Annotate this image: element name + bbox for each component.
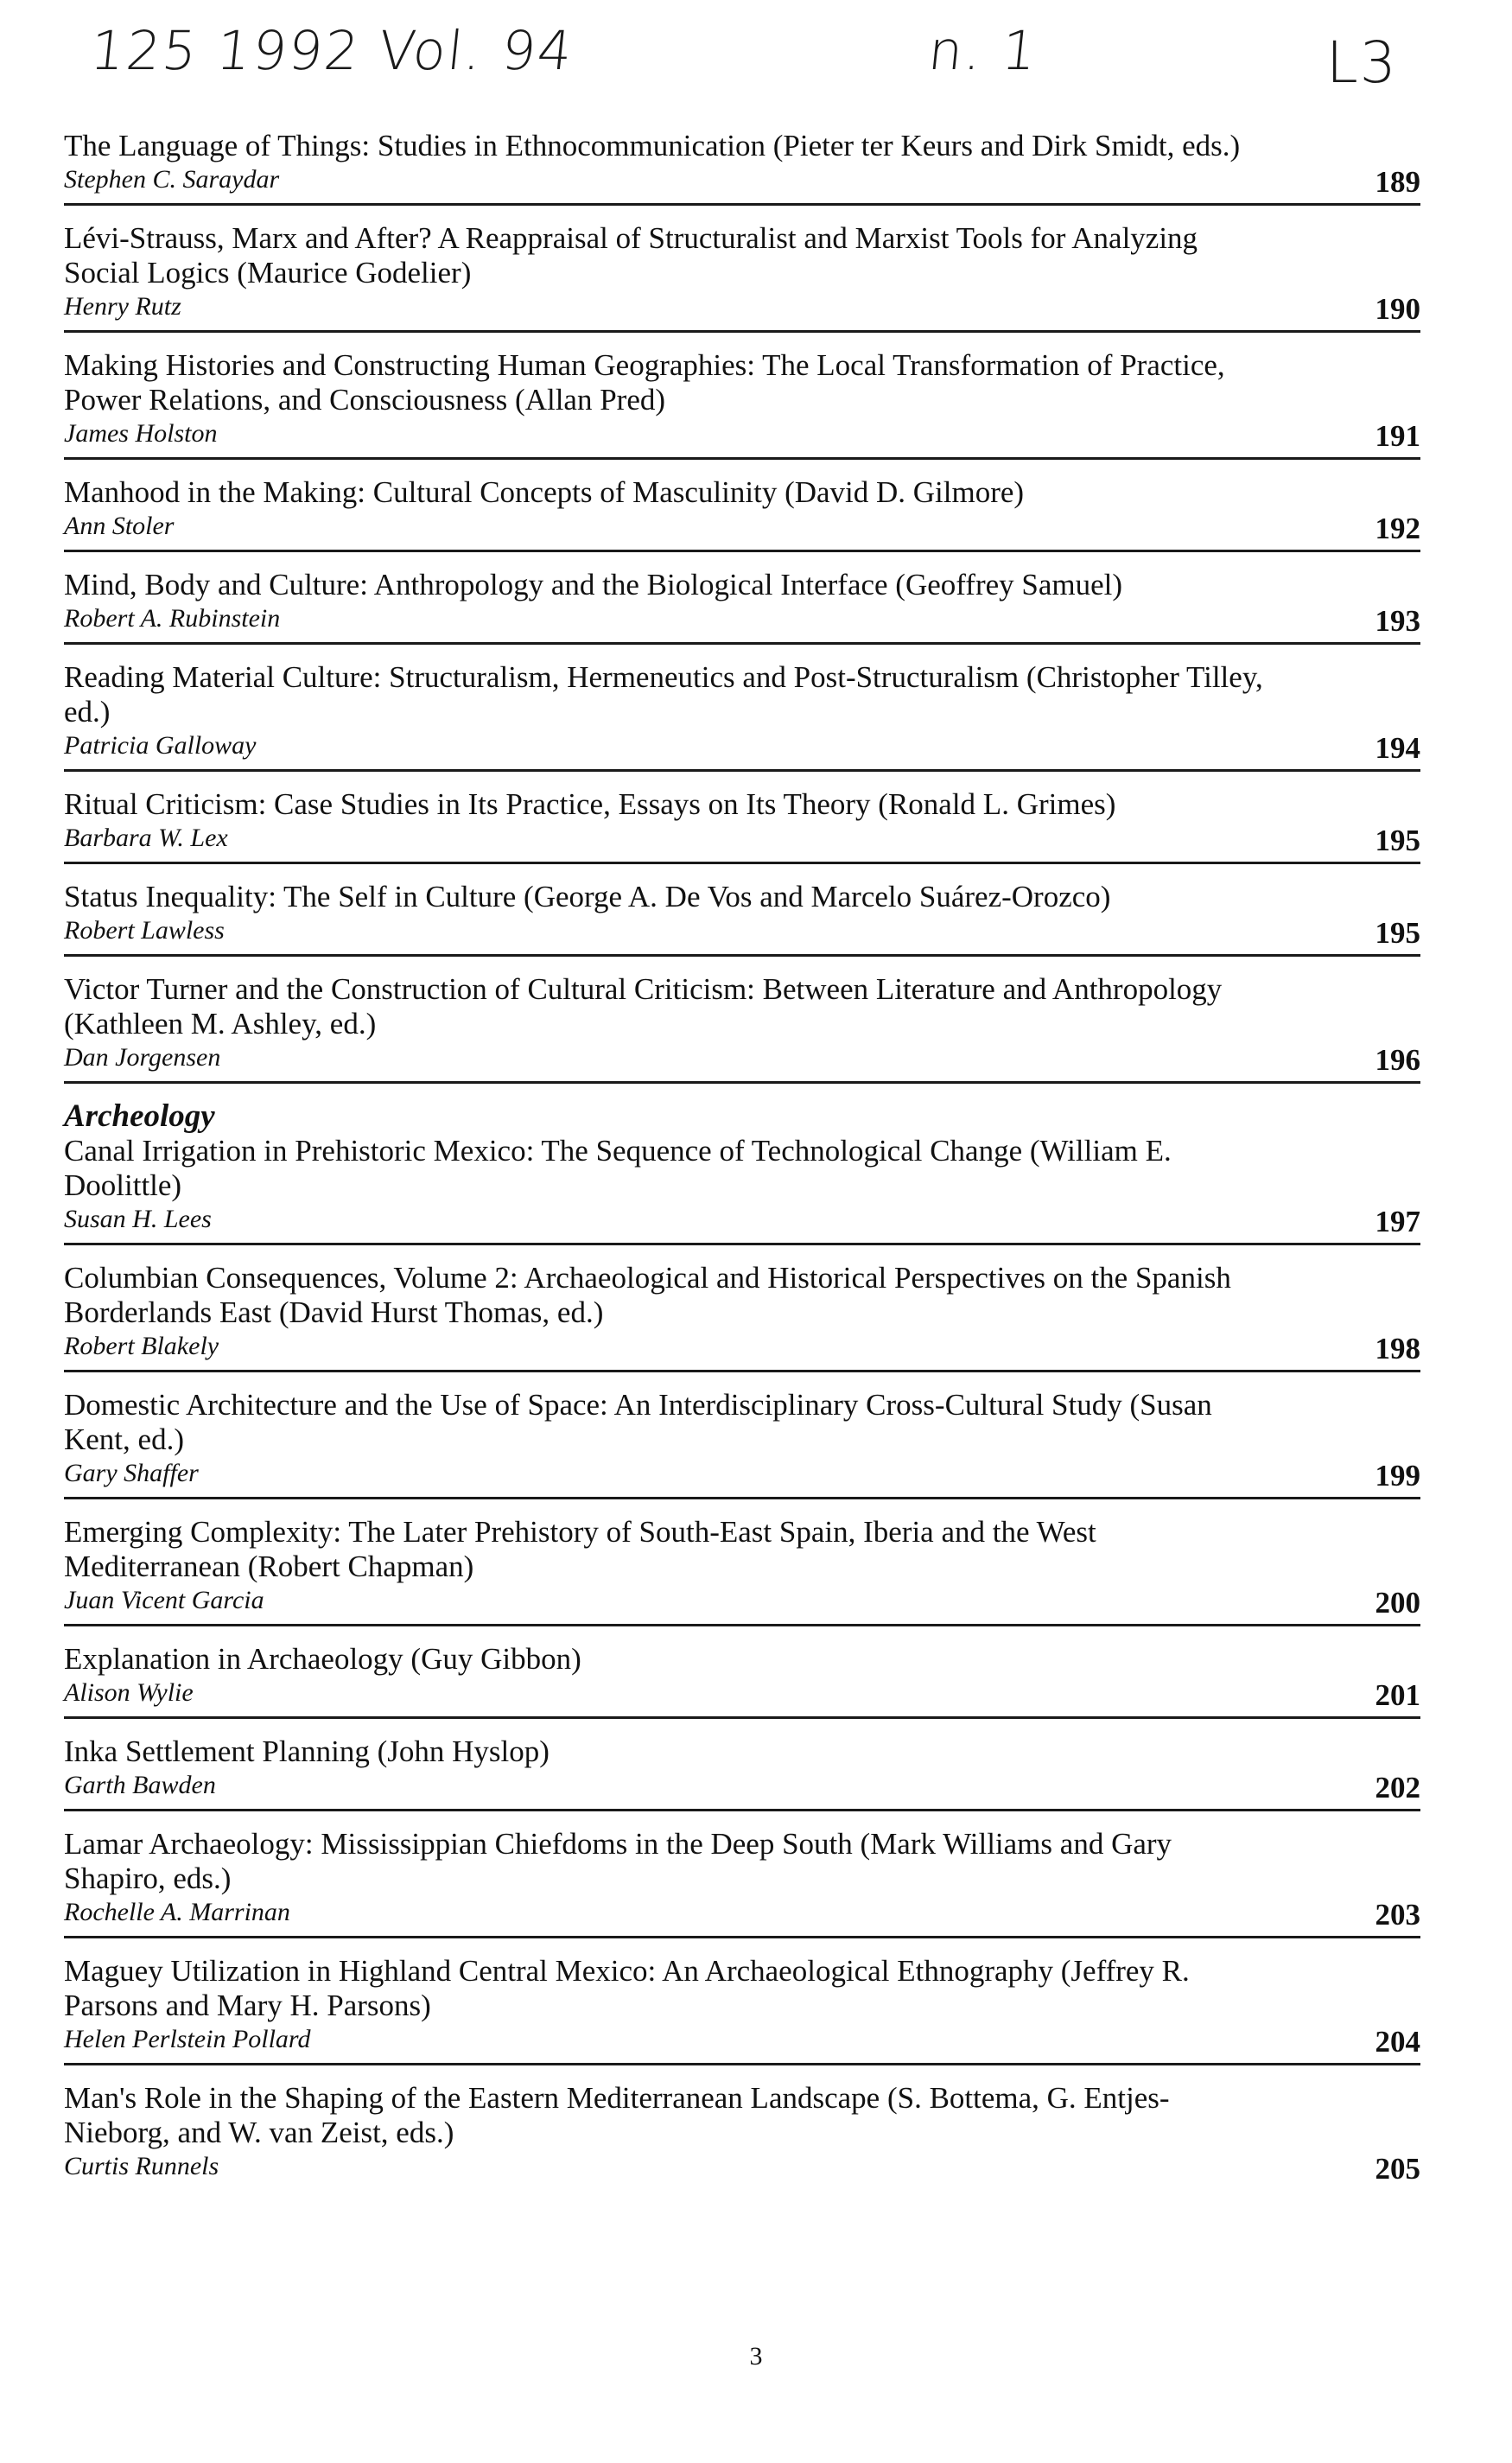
page-reference: 194 (1375, 731, 1420, 765)
reviewer-name: Stephen C. Saraydar (64, 165, 280, 194)
reviewer-name: Henry Rutz (64, 292, 181, 321)
review-title: Emerging Complexity: The Later Prehistory of South-East Spain, Iberia and the West Mediterranean (Robert Chapman) (64, 1515, 1096, 1583)
review-title: Man's Role in the Shaping of the Eastern Mediterranean Landscape (S. Bottema, G. Entjes-Nieborg, and W. van Zeist, eds.) (64, 2081, 1170, 2149)
page-reference: 189 (1375, 165, 1420, 199)
reviewer-name: Ann Stoler (64, 512, 175, 540)
review-title: Victor Turner and the Construction of Cultural Criticism: Between Literature and Anthropology (Kathleen M. Ashley, ed.) (64, 972, 1223, 1041)
section-heading: Archeology (64, 1098, 215, 1134)
reviewer-name: Juan Vicent Garcia (64, 1586, 264, 1614)
page-reference: 205 (1375, 2152, 1420, 2186)
review-title: Columbian Consequences, Volume 2: Archaeological and Historical Perspectives on the Spanish Borderlands East (David Hurst Thomas, ed.) (64, 1261, 1231, 1329)
page-reference: 192 (1375, 512, 1420, 545)
page-reference: 195 (1375, 824, 1420, 857)
page-reference: 200 (1375, 1586, 1420, 1620)
page-reference: 198 (1375, 1332, 1420, 1365)
review-entry (64, 1731, 1420, 1811)
review-entry (64, 218, 1420, 333)
reviewer-name: Patricia Galloway (64, 731, 257, 760)
page-number: 3 (749, 2342, 763, 2371)
review-title: Status Inequality: The Self in Culture (George A. De Vos and Marcelo Suárez-Orozco) (64, 880, 1111, 913)
page-reference: 195 (1375, 916, 1420, 950)
review-entry (64, 1096, 1420, 1245)
review-entry (64, 1257, 1420, 1372)
reviewer-name: Curtis Runnels (64, 2152, 219, 2180)
review-entry (64, 1512, 1420, 1626)
reviewer-name: Barbara W. Lex (64, 824, 228, 852)
page-reference: 190 (1375, 292, 1420, 326)
page-reference: 196 (1375, 1043, 1420, 1077)
page-reference: 204 (1375, 2025, 1420, 2059)
review-title: Inka Settlement Planning (John Hyslop) (64, 1734, 550, 1768)
review-entry (64, 969, 1420, 1084)
review-entry (64, 876, 1420, 957)
page-reference: 203 (1375, 1898, 1420, 1932)
reviewer-name: Robert A. Rubinstein (64, 604, 281, 633)
review-title: Maguey Utilization in Highland Central Mexico: An Archaeological Ethnography (Jeffrey R. Parsons and Mary H. Parsons) (64, 1954, 1190, 2022)
reviewer-name: Robert Lawless (64, 916, 225, 945)
review-entry (64, 1639, 1420, 1719)
review-entry (64, 125, 1420, 206)
page-reference: 191 (1375, 419, 1420, 453)
review-title: Explanation in Archaeology (Guy Gibbon) (64, 1642, 581, 1676)
reviewer-name: Garth Bawden (64, 1771, 216, 1799)
review-title: Ritual Criticism: Case Studies in Its Practice, Essays on Its Theory (Ronald L. Grimes) (64, 787, 1116, 821)
reviewer-name: Dan Jorgensen (64, 1043, 221, 1072)
reviewer-name: Robert Blakely (64, 1332, 219, 1360)
page-reference: 202 (1375, 1771, 1420, 1804)
review-title: Lamar Archaeology: Mississippian Chiefdoms in the Deep South (Mark Williams and Gary Shapiro, eds.) (64, 1827, 1172, 1895)
handwritten-issue-note: n. 1 (925, 19, 1042, 82)
page-reference: 199 (1375, 1459, 1420, 1492)
review-title: The Language of Things: Studies in Ethnocommunication (Pieter ter Keurs and Dirk Smidt, eds.) (64, 129, 1241, 162)
reviewer-name: Gary Shaffer (64, 1459, 199, 1487)
page-reference: 193 (1375, 604, 1420, 638)
review-title: Manhood in the Making: Cultural Concepts of Masculinity (David D. Gilmore) (64, 475, 1025, 509)
review-entry (64, 1384, 1420, 1499)
reviewer-name: Alison Wylie (64, 1678, 194, 1707)
handwritten-shelf-code: L3 (1326, 29, 1398, 96)
reviewer-name: James Holston (64, 419, 218, 448)
reviewer-name: Susan H. Lees (64, 1205, 212, 1233)
review-entry (64, 1951, 1420, 2065)
reviewer-name: Rochelle A. Marrinan (64, 1898, 290, 1926)
review-title: Reading Material Culture: Structuralism, Hermeneutics and Post-Structuralism (Christopher Tilley, ed.) (64, 660, 1263, 729)
review-entry (64, 345, 1420, 460)
review-entry (64, 472, 1420, 552)
review-title: Canal Irrigation in Prehistoric Mexico: The Sequence of Technological Change (William E. Doolittle) (64, 1134, 1172, 1202)
review-entry (64, 2078, 1420, 2190)
review-title: Mind, Body and Culture: Anthropology and the Biological Interface (Geoffrey Samuel) (64, 568, 1123, 601)
review-entry (64, 657, 1420, 772)
handwritten-volume-note: 125 1992 Vol. 94 (87, 19, 577, 82)
table-of-contents (64, 125, 1420, 2202)
review-entry (64, 1823, 1420, 1938)
reviewer-name: Helen Perlstein Pollard (64, 2025, 311, 2053)
page-reference: 197 (1375, 1205, 1420, 1238)
review-title: Making Histories and Constructing Human Geographies: The Local Transformation of Practice, Power Relations, and Consciousness (Allan Pred) (64, 348, 1225, 417)
review-entry (64, 784, 1420, 864)
review-title: Lévi-Strauss, Marx and After? A Reappraisal of Structuralist and Marxist Tools for Analyzing Social Logics (Maurice Godelier) (64, 221, 1198, 290)
review-title: Domestic Architecture and the Use of Space: An Interdisciplinary Cross-Cultural Study (Susan Kent, ed.) (64, 1388, 1212, 1456)
review-entry (64, 564, 1420, 645)
page-reference: 201 (1375, 1678, 1420, 1712)
